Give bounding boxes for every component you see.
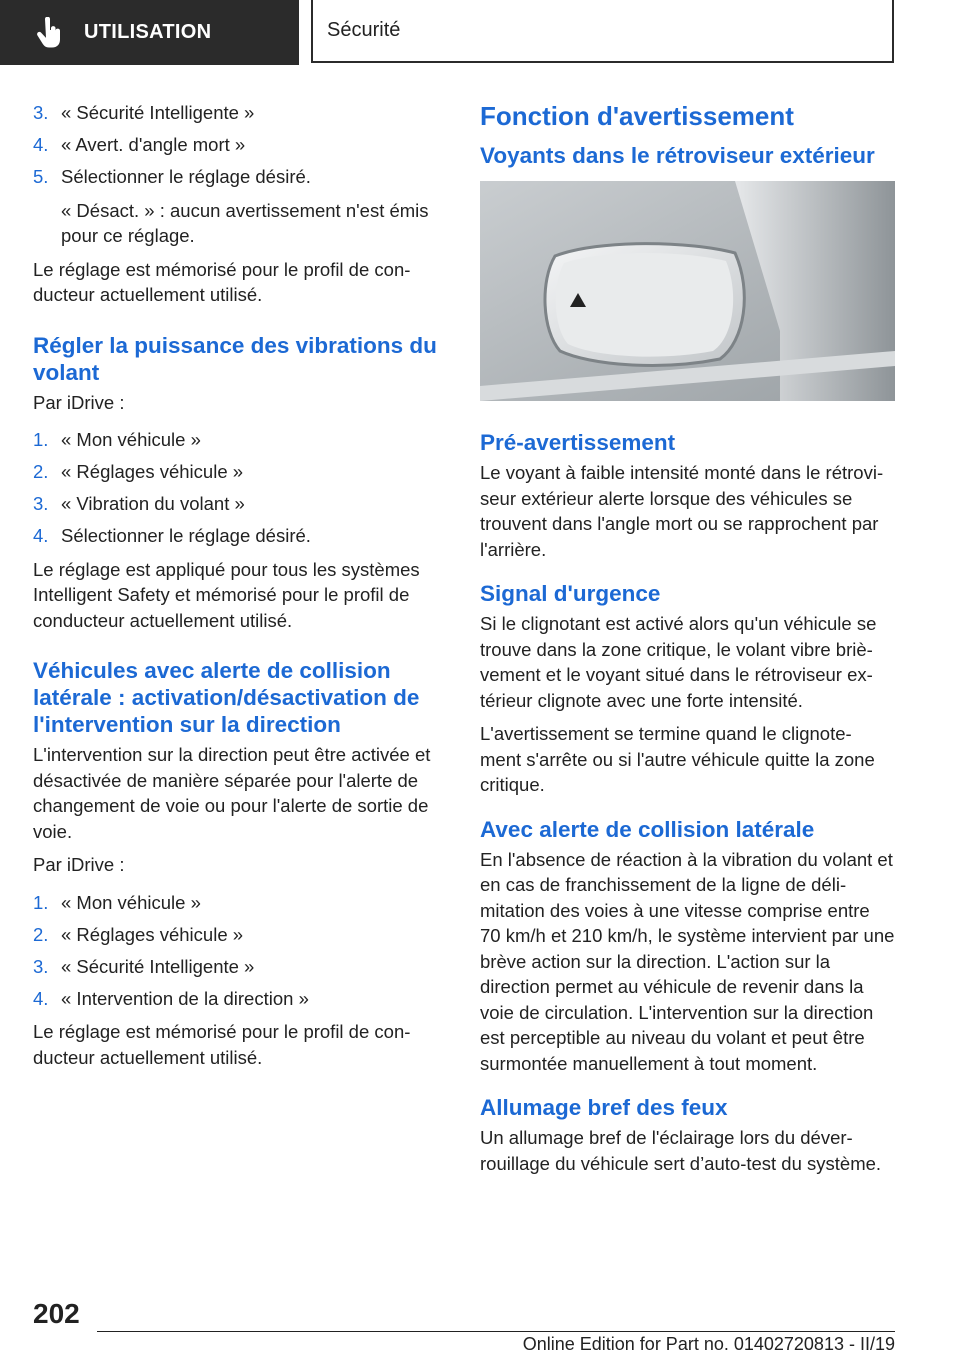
list-text: « Mon véhicule » [61, 891, 201, 913]
paragraph: En l'absence de réaction à la vibration du volant et en cas de franchissement de la ligne de déli‐ mitation des voies à une vitesse comprise entre 70 km/h et 210 km/h, le système intervient par une brève action sur la direction. L'action sur la direction permet au véhicule de revenir dans la voie de circulation. L'intervention sur la direction est perceptible au niveau du volant et peut être surmontée manuellement à tout moment. [480, 848, 895, 1074]
heading-vibration: Régler la puissance des vibrations du volant [33, 332, 437, 385]
list-number: 1. [33, 429, 49, 450]
list-text: « Avert. d'angle mort » [61, 134, 246, 155]
list-text: « Vibration du volant » [61, 493, 245, 514]
list-item [33, 100, 447, 126]
paragraph: Par iDrive : [33, 391, 125, 413]
paragraph: Un allumage bref de l'éclairage lors du déver‐ rouillage du véhicule sert d’auto-test du système. [480, 1127, 882, 1174]
list-number: 2. [33, 923, 49, 945]
paragraph: Le voyant à faible intensité monté dans le rétrovi‐ seur extérieur alerte lorsque des véhicules se trouvent dans l'angle mort ou se rapprochent par l'arrière. [480, 462, 884, 560]
list-item [33, 164, 447, 190]
list-number: 5. [33, 166, 49, 187]
paragraph: Si le clignotant est activé alors qu'un véhicule se trouve dans la zone critique, le volant vibre briè‐ vement et le voyant situé dans le rétroviseur ex‐ térieur clignote avec une forte intensité. [480, 613, 877, 711]
list-number: 4. [33, 525, 49, 546]
list-item [33, 132, 447, 158]
hand-pointer-icon [36, 16, 66, 50]
list-item [33, 890, 447, 916]
list-text: « Sécurité Intelligente » [61, 102, 255, 123]
page-number: 202 [33, 1298, 80, 1329]
section-tab [0, 0, 299, 65]
list-number: 3. [33, 955, 49, 977]
paragraph: L'avertissement se termine quand le clignote‐ ment s'arrête ou si l'autre véhicule quitte la zone critique. [480, 723, 875, 795]
footer-edition: Online Edition for Part no. 01402720813 - II/19 [522, 1334, 895, 1354]
heading-pre-warning: Pré-avertissement [480, 430, 676, 455]
list-text: « Réglages véhicule » [61, 923, 244, 945]
mirror-photo [480, 181, 895, 401]
list-item [33, 427, 447, 453]
footer-divider [97, 1331, 895, 1332]
list-item [33, 954, 447, 980]
list-text: « Sécurité Intelligente » [61, 955, 255, 977]
right-column [480, 100, 895, 1184]
heading-brief-lights: Allumage bref des feux [480, 1095, 728, 1120]
chapter-tab [311, 0, 894, 63]
section-label: UTILISATION [84, 21, 212, 43]
chapter-label: Sécurité [327, 19, 401, 41]
paragraph: Le réglage est appliqué pour tous les systèmes Intelligent Safety et mémorisé pour le profil de conducteur actuellement utilisé. [33, 558, 420, 631]
list-number: 3. [33, 493, 49, 514]
paragraph: Par iDrive : [33, 854, 125, 875]
list-number: 3. [33, 102, 49, 123]
heading-collision: Véhicules avec alerte de collision latérale : activation/désactivation de l'intervention sur la direction [33, 658, 420, 737]
paragraph: L'intervention sur la direction peut être activée et désactivée de manière séparée pour l'alerte de changement de voie ou pour l'alerte de sortie de voie. [33, 744, 431, 842]
list-number: 4. [33, 134, 49, 155]
heading-mirror-lights: Voyants dans le rétroviseur extérieur [480, 143, 875, 168]
left-column [33, 100, 447, 1078]
list-text: Sélectionner le réglage désiré. [61, 525, 311, 546]
list-item [33, 922, 447, 948]
heading-emergency-signal: Signal d'urgence [480, 581, 661, 606]
paragraph: Le réglage est mémorisé pour le profil de con‐ ducteur actuellement utilisé. [33, 1021, 411, 1068]
list-item [33, 459, 447, 485]
list-sub-note: « Désact. » : aucun avertissement n'est émis pour ce réglage. [61, 199, 429, 246]
list-text: « Réglages véhicule » [61, 461, 244, 482]
list-text: Sélectionner le réglage désiré. [61, 166, 311, 187]
list-item [33, 491, 447, 517]
paragraph: Le réglage est mémorisé pour le profil de con‐ ducteur actuellement utilisé. [33, 258, 411, 305]
list-number: 1. [33, 891, 49, 913]
heading-side-collision: Avec alerte de collision latérale [480, 816, 815, 842]
list-text: « Mon véhicule » [61, 429, 201, 450]
list-text: « Intervention de la direction » [61, 987, 309, 1009]
heading-warning-function: Fonction d'avertissement [480, 101, 794, 131]
list-item [33, 523, 447, 549]
list-item [33, 986, 447, 1012]
list-number: 4. [33, 987, 49, 1009]
list-number: 2. [33, 461, 49, 482]
